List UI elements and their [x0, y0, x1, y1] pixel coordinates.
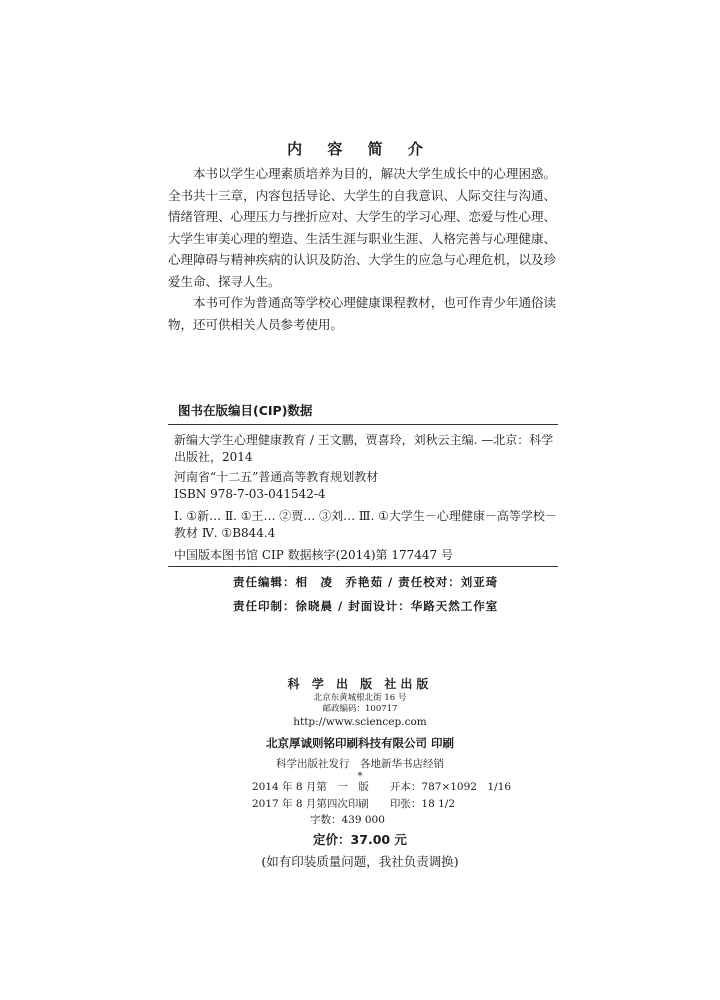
edition-line-3: 字数：439 000 — [310, 814, 385, 826]
intro-title: 内 容 简 介 — [287, 140, 433, 158]
publisher-url: http://www.sciencep.com — [293, 716, 427, 728]
cip-bottom-rule — [168, 566, 558, 567]
edition-line-2: 2017 年 8 月第四次印刷 印张：18 1/2 — [252, 797, 456, 810]
cip-top-rule — [168, 424, 558, 425]
publisher-postcode: 邮政编码：100717 — [322, 704, 398, 714]
cip-record-number: 中国版本图书馆 CIP 数据核字(2014)第 177447 号 — [174, 548, 453, 562]
publisher-address: 北京东黄城根北街 16 号 — [313, 693, 407, 703]
publisher-block — [0, 675, 720, 782]
credits-production: 责任印制：徐晓晨 / 封面设计：华路天然工作室 — [233, 599, 499, 613]
credits-editors: 责任编辑：相 凌 乔艳茹 / 责任校对：刘亚琦 — [233, 575, 499, 589]
intro-paragraph-1: 本书以学生心理素质培养为目的，解决大学生成长中的心理困惑。全书共十三章，内容包括导论、大学生的自我意识、人际交往与沟通、情绪管理、心理压力与挫折应对、大学生的学习心理、恋爱与性心理、大学生审美心理的塑造、生活生涯与职业生涯、人格完善与心理健康、心理障碍与精神疾病的认识及防治、大学生的应急与心理危机，以及珍爱生命、探寻人生。 — [168, 166, 556, 289]
quality-note: (如有印装质量问题，我社负责调换) — [261, 854, 459, 869]
cip-title-line: 新编大学生心理健康教育 / 王文鹏，贾喜玲，刘秋云主编. —北京：科学出版社，2014 — [174, 433, 554, 464]
intro-paragraph-2: 本书可作为普通高等学校心理健康课程教材，也可作青少年通俗读物，还可供相关人员参考使用。 — [168, 295, 556, 332]
cip-classification: Ⅰ. ①新… Ⅱ. ①王… ②贾… ③刘… Ⅲ. ①大学生－心理健康－高等学校－教材 Ⅳ. ①B844.4 — [174, 509, 557, 540]
cip-block — [174, 432, 558, 564]
publisher-name: 科 学 出 版 社出版 — [287, 677, 433, 691]
cip-isbn: ISBN 978-7-03-041542-4 — [174, 486, 326, 501]
intro-body — [168, 163, 556, 335]
separator-star: * — [357, 771, 363, 782]
edition-line-1: 2014 年 8 月第 一 版 开本：787×1092 1/16 — [252, 781, 512, 793]
printer-line: 北京厚诚则铭印刷科技有限公司 印刷 — [265, 736, 454, 750]
distribution-line: 科学出版社发行 各地新华书店经销 — [276, 758, 444, 770]
edition-info — [252, 779, 511, 829]
price: 定价：37.00 元 — [313, 832, 407, 847]
credits — [233, 570, 498, 618]
cip-series-line: 河南省“十二五”普通高等教育规划教材 — [174, 470, 379, 484]
cip-heading: 图书在版编目(CIP)数据 — [178, 403, 313, 418]
